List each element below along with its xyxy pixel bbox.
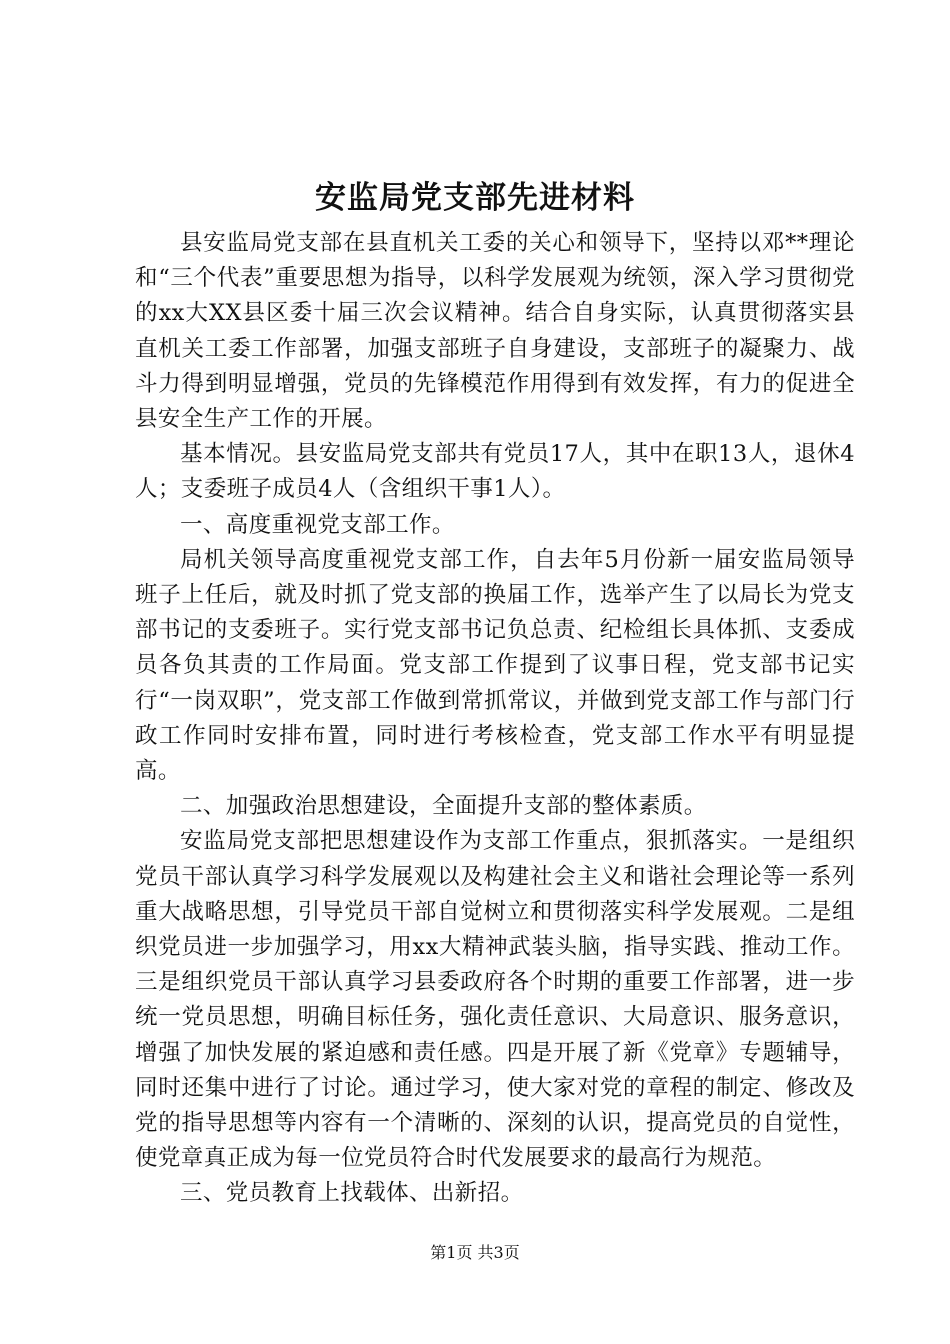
section-heading-2: 二、加强政治思想建设，全面提升支部的整体素质。 <box>180 793 707 820</box>
section-heading-3: 三、党员教育上找载体、出新招。 <box>180 1180 524 1207</box>
page-indicator: 第1页 共3页 <box>430 1243 520 1262</box>
section-2-paragraph: 安监局党支部把思想建设作为支部工作重点，狠抓落实。一是组织党员干部认真学习科学发展观以及构建社会主义和谐社会理论等一系列重大战略思想，引导党员干部自觉树立和贯彻落实科学发展观。二是组织党员进一步加强学习，用xx大精神武装头脑，指导实践、推动工作。三是组织党员干部认真学习县委政府各个时期的重要工作部署，进一步统一党员思想，明确目标任务，强化责任意识、大局意识、服务意识，增强了加快发展的紧迫感和责任感。四是开展了新《党章》专题辅导，同时还集中进行了讨论。通过学习，使大家对党的章程的制定、修改及党的指导思想等内容有一个清晰的、深刻的认识，提高党员的自觉性，使党章真正成为每一位党员符合时代发展要求的最高行为规范。 <box>135 828 855 1172</box>
section-heading-1: 一、高度重视党支部工作。 <box>180 511 455 538</box>
section-1-paragraph: 局机关领导高度重视党支部工作，自去年5月份新一届安监局领导班子上任后，就及时抓了党支部的换届工作，选举产生了以局长为党支部书记的支委班子。实行党支部书记负总责、纪检组长具体抓、支委成员各负其责的工作局面。党支部工作提到了议事日程，党支部书记实行“一岗双职”，党支部工作做到常抓常议，并做到党支部工作与部门行政工作同时安排布置，同时进行考核检查，党支部工作水平有明显提高。 <box>135 546 855 785</box>
document-title: 安监局党支部先进材料 <box>315 180 635 216</box>
document-body <box>135 226 855 1212</box>
intro-paragraph: 县安监局党支部在县直机关工委的关心和领导下，坚持以邓**理论和“三个代表”重要思想为指导，以科学发展观为统领，深入学习贯彻党的xx大XX县区委十届三次会议精神。结合自身实际，认真贯彻落实县直机关工委工作部署，加强支部班子自身建设，支部班子的凝聚力、战斗力得到明显增强，党员的先锋模范作用得到有效发挥，有力的促进全县安全生产工作的开展。 <box>135 230 855 433</box>
basic-info-paragraph: 基本情况。县安监局党支部共有党员17人，其中在职13人，退休4人；支委班子成员4人（含组织干事1人）。 <box>135 441 855 503</box>
